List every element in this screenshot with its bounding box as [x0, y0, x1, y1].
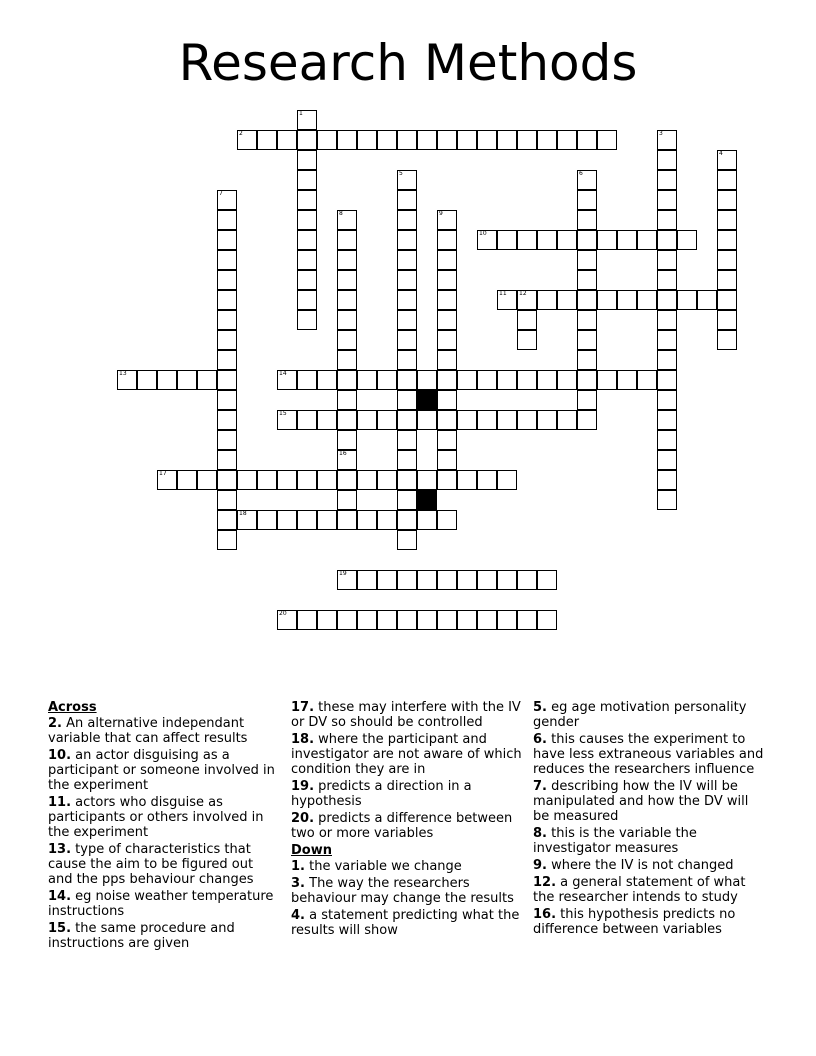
clue-across: 18. where the participant and investigator are not aware of which condition they are in [291, 732, 522, 777]
grid-cell[interactable] [717, 210, 737, 230]
grid-cell[interactable] [437, 410, 457, 430]
grid-cell[interactable] [457, 410, 477, 430]
clue-number: 5 [399, 170, 403, 177]
grid-cell[interactable] [357, 570, 377, 590]
grid-cell[interactable] [337, 250, 357, 270]
grid-cell[interactable] [377, 610, 397, 630]
grid-cell[interactable] [297, 370, 317, 390]
grid-cell[interactable] [137, 370, 157, 390]
clue-number: 10 [479, 230, 487, 237]
grid-cell[interactable] [297, 250, 317, 270]
grid-cell[interactable] [717, 250, 737, 270]
grid-cell[interactable] [657, 250, 677, 270]
grid-cell[interactable] [477, 370, 497, 390]
grid-cell[interactable] [297, 470, 317, 490]
grid-cell[interactable] [637, 370, 657, 390]
grid-cell[interactable] [497, 370, 517, 390]
grid-cell[interactable] [677, 230, 697, 250]
grid-cell[interactable] [657, 170, 677, 190]
grid-cell[interactable] [397, 250, 417, 270]
clue-number: 6 [579, 170, 583, 177]
grid-cell[interactable] [257, 130, 277, 150]
grid-cell[interactable] [577, 290, 597, 310]
grid-cell[interactable] [297, 310, 317, 330]
grid-cell[interactable] [477, 410, 497, 430]
grid-cell[interactable] [337, 230, 357, 250]
clue-down: 8. this is the variable the investigator measures [533, 826, 697, 856]
grid-cell[interactable] [397, 530, 417, 550]
clue-down: 5. eg age motivation personality gender [533, 700, 747, 730]
grid-cell[interactable] [477, 610, 497, 630]
grid-cell[interactable] [217, 450, 237, 470]
grid-cell[interactable] [417, 370, 437, 390]
grid-cell[interactable] [237, 470, 257, 490]
grid-cell[interactable] [257, 510, 277, 530]
clues-column-1 [48, 700, 280, 953]
grid-cell[interactable] [677, 290, 697, 310]
grid-cell[interactable] [517, 130, 537, 150]
grid-cell[interactable] [357, 370, 377, 390]
grid-cell[interactable] [437, 330, 457, 350]
grid-cell[interactable] [317, 470, 337, 490]
grid-cell[interactable] [497, 130, 517, 150]
grid-cell[interactable] [397, 470, 417, 490]
grid-cell[interactable] [597, 370, 617, 390]
grid-cell[interactable] [577, 190, 597, 210]
grid-cell[interactable] [657, 230, 677, 250]
grid-cell[interactable] [397, 170, 417, 190]
grid-cell[interactable] [297, 510, 317, 530]
grid-cell[interactable] [477, 230, 497, 250]
grid-cell[interactable] [637, 230, 657, 250]
grid-cell[interactable] [657, 450, 677, 470]
down-heading: Down [291, 843, 332, 858]
grid-cell[interactable] [297, 130, 317, 150]
grid-cell[interactable] [537, 230, 557, 250]
grid-cell[interactable] [657, 290, 677, 310]
grid-cell[interactable] [497, 230, 517, 250]
grid-cell[interactable] [537, 290, 557, 310]
grid-cell[interactable] [717, 230, 737, 250]
clue-across: 13. type of characteristics that cause the aim to be figured out and the pps behaviour changes [48, 842, 254, 887]
grid-cell[interactable] [557, 230, 577, 250]
grid-cell[interactable] [437, 370, 457, 390]
grid-cell[interactable] [717, 290, 737, 310]
grid-cell[interactable] [497, 470, 517, 490]
grid-cell[interactable] [437, 390, 457, 410]
clue-number: 16 [339, 450, 347, 457]
grid-cell[interactable] [337, 570, 357, 590]
grid-cell[interactable] [397, 410, 417, 430]
clue-number: 20 [279, 610, 287, 617]
grid-cell[interactable] [417, 510, 437, 530]
grid-cell[interactable] [537, 610, 557, 630]
grid-cell[interactable] [717, 170, 737, 190]
grid-cell[interactable] [437, 610, 457, 630]
grid-cell[interactable] [557, 290, 577, 310]
grid-cell[interactable] [557, 130, 577, 150]
grid-cell[interactable] [317, 130, 337, 150]
grid-cell[interactable] [517, 610, 537, 630]
grid-cell[interactable] [237, 130, 257, 150]
grid-cell[interactable] [437, 230, 457, 250]
clue-across: 20. predicts a difference between two or more variables [291, 811, 513, 841]
grid-cell[interactable] [217, 250, 237, 270]
grid-cell[interactable] [317, 370, 337, 390]
grid-cell[interactable] [397, 450, 417, 470]
grid-cell[interactable] [357, 130, 377, 150]
grid-cell[interactable] [397, 210, 417, 230]
grid-cell[interactable] [537, 370, 557, 390]
grid-cell[interactable] [657, 190, 677, 210]
grid-cell[interactable] [337, 350, 357, 370]
clue-down: 1. the variable we change [291, 859, 462, 874]
grid-cell[interactable] [277, 410, 297, 430]
grid-cell[interactable] [537, 410, 557, 430]
clue-across: 15. the same procedure and instructions are given [48, 921, 235, 951]
grid-cell[interactable] [577, 170, 597, 190]
page-title: Research Methods [178, 34, 638, 92]
grid-cell[interactable] [337, 390, 357, 410]
grid-cell[interactable] [397, 430, 417, 450]
grid-cell[interactable] [297, 170, 317, 190]
grid-cell[interactable] [457, 570, 477, 590]
grid-cell[interactable] [297, 150, 317, 170]
grid-cell[interactable] [257, 470, 277, 490]
grid-cell[interactable] [397, 310, 417, 330]
grid-cell[interactable] [217, 310, 237, 330]
grid-cell[interactable] [417, 570, 437, 590]
grid-cell[interactable] [497, 610, 517, 630]
grid-cell[interactable] [657, 350, 677, 370]
grid-cell[interactable] [497, 570, 517, 590]
clue-across: 10. an actor disguising as a participant or someone involved in the experiment [48, 748, 275, 793]
grid-cell[interactable] [217, 430, 237, 450]
grid-cell[interactable] [657, 470, 677, 490]
clue-across: 17. these may interfere with the IV or DV so should be controlled [291, 700, 521, 730]
grid-cell[interactable] [337, 490, 357, 510]
clue-number: 8 [339, 210, 343, 217]
clue-down: 7. describing how the IV will be manipulated and how the DV will be measured [533, 779, 749, 824]
grid-cell[interactable] [577, 310, 597, 330]
grid-cell[interactable] [397, 130, 417, 150]
grid-cell[interactable] [397, 510, 417, 530]
grid-cell[interactable] [417, 130, 437, 150]
grid-cell[interactable] [377, 470, 397, 490]
grid-cell[interactable] [517, 570, 537, 590]
grid-cell[interactable] [397, 570, 417, 590]
grid-cell[interactable] [177, 370, 197, 390]
grid-cell[interactable] [657, 430, 677, 450]
grid-cell[interactable] [437, 470, 457, 490]
grid-cell[interactable] [437, 510, 457, 530]
grid-cell[interactable] [597, 130, 617, 150]
grid-cell[interactable] [617, 290, 637, 310]
grid-cell[interactable] [437, 450, 457, 470]
grid-cell[interactable] [357, 510, 377, 530]
grid-cell[interactable] [457, 130, 477, 150]
grid-cell[interactable] [217, 390, 237, 410]
grid-cell[interactable] [577, 330, 597, 350]
grid-cell[interactable] [337, 270, 357, 290]
grid-cell[interactable] [297, 230, 317, 250]
grid-cell[interactable] [477, 470, 497, 490]
grid-cell[interactable] [337, 470, 357, 490]
grid-cell[interactable] [337, 330, 357, 350]
grid-cell[interactable] [437, 270, 457, 290]
clues-column-3 [533, 700, 765, 939]
grid-cell[interactable] [637, 290, 657, 310]
grid-cell[interactable] [497, 410, 517, 430]
grid-cell[interactable] [177, 470, 197, 490]
grid-cell[interactable] [717, 330, 737, 350]
grid-cell[interactable] [437, 130, 457, 150]
grid-cell[interactable] [397, 290, 417, 310]
clue-down: 6. this causes the experiment to have less extraneous variables and reduces the researchers influence [533, 732, 764, 777]
grid-cell[interactable] [377, 370, 397, 390]
grid-cell[interactable] [657, 330, 677, 350]
grid-cell[interactable] [577, 350, 597, 370]
grid-cell[interactable] [557, 370, 577, 390]
grid-cell[interactable] [577, 210, 597, 230]
clue-number: 14 [279, 370, 287, 377]
grid-cell[interactable] [217, 470, 237, 490]
grid-cell[interactable] [657, 130, 677, 150]
grid-cell[interactable] [437, 430, 457, 450]
grid-cell[interactable] [437, 250, 457, 270]
clue-number: 17 [159, 470, 167, 477]
grid-cell[interactable] [217, 530, 237, 550]
grid-cell[interactable] [297, 210, 317, 230]
grid-cell[interactable] [357, 470, 377, 490]
clue-number: 1 [299, 110, 303, 117]
grid-cell[interactable] [537, 130, 557, 150]
clue-across: 14. eg noise weather temperature instructions [48, 889, 274, 919]
grid-cell[interactable] [697, 290, 717, 310]
clue-down: 9. where the IV is not changed [533, 858, 734, 873]
grid-cell[interactable] [337, 370, 357, 390]
grid-cell[interactable] [277, 610, 297, 630]
grid-cell[interactable] [277, 470, 297, 490]
grid-cell[interactable] [377, 570, 397, 590]
block-cell [417, 490, 437, 510]
grid-cell[interactable] [217, 330, 237, 350]
grid-cell[interactable] [477, 130, 497, 150]
grid-cell[interactable] [297, 110, 317, 130]
grid-cell[interactable] [197, 370, 217, 390]
clue-number: 11 [499, 290, 507, 297]
grid-cell[interactable] [517, 410, 537, 430]
grid-cell[interactable] [517, 330, 537, 350]
grid-cell[interactable] [497, 290, 517, 310]
clue-number: 15 [279, 410, 287, 417]
grid-cell[interactable] [217, 510, 237, 530]
grid-cell[interactable] [577, 370, 597, 390]
grid-cell[interactable] [337, 450, 357, 470]
grid-cell[interactable] [337, 310, 357, 330]
clues-column-2 [291, 700, 523, 940]
grid-cell[interactable] [217, 290, 237, 310]
grid-cell[interactable] [337, 130, 357, 150]
grid-cell[interactable] [297, 190, 317, 210]
clue-number: 3 [659, 130, 663, 137]
clue-down: 3. The way the researchers behaviour may change the results [291, 876, 514, 906]
grid-cell[interactable] [377, 410, 397, 430]
grid-cell[interactable] [157, 470, 177, 490]
grid-cell[interactable] [617, 230, 637, 250]
grid-cell[interactable] [217, 370, 237, 390]
grid-cell[interactable] [297, 610, 317, 630]
grid-cell[interactable] [657, 150, 677, 170]
grid-cell[interactable] [337, 290, 357, 310]
grid-cell[interactable] [597, 290, 617, 310]
grid-cell[interactable] [657, 390, 677, 410]
clue-across: 19. predicts a direction in a hypothesis [291, 779, 472, 809]
grid-cell[interactable] [457, 470, 477, 490]
clue-number: 18 [239, 510, 247, 517]
grid-cell[interactable] [217, 190, 237, 210]
grid-cell[interactable] [157, 370, 177, 390]
clue-number: 9 [439, 210, 443, 217]
grid-cell[interactable] [337, 610, 357, 630]
grid-cell[interactable] [217, 410, 237, 430]
grid-cell[interactable] [657, 490, 677, 510]
grid-cell[interactable] [297, 290, 317, 310]
grid-cell[interactable] [437, 350, 457, 370]
grid-cell[interactable] [397, 230, 417, 250]
grid-cell[interactable] [217, 230, 237, 250]
clue-number: 4 [719, 150, 723, 157]
grid-cell[interactable] [557, 410, 577, 430]
grid-cell[interactable] [397, 490, 417, 510]
grid-cell[interactable] [317, 610, 337, 630]
grid-cell[interactable] [537, 570, 557, 590]
grid-cell[interactable] [657, 270, 677, 290]
grid-cell[interactable] [437, 310, 457, 330]
grid-cell[interactable] [517, 230, 537, 250]
grid-cell[interactable] [517, 310, 537, 330]
grid-cell[interactable] [377, 130, 397, 150]
grid-cell[interactable] [517, 290, 537, 310]
grid-cell[interactable] [417, 610, 437, 630]
grid-cell[interactable] [317, 510, 337, 530]
grid-cell[interactable] [717, 270, 737, 290]
grid-cell[interactable] [357, 610, 377, 630]
grid-cell[interactable] [397, 330, 417, 350]
grid-cell[interactable] [437, 290, 457, 310]
grid-cell[interactable] [417, 470, 437, 490]
clue-number: 2 [239, 130, 243, 137]
grid-cell[interactable] [397, 350, 417, 370]
grid-cell[interactable] [397, 190, 417, 210]
grid-cell[interactable] [117, 370, 137, 390]
grid-cell[interactable] [657, 370, 677, 390]
grid-cell[interactable] [577, 250, 597, 270]
grid-cell[interactable] [457, 370, 477, 390]
grid-cell[interactable] [517, 370, 537, 390]
grid-cell[interactable] [477, 570, 497, 590]
grid-cell[interactable] [297, 410, 317, 430]
grid-cell[interactable] [717, 310, 737, 330]
grid-cell[interactable] [337, 410, 357, 430]
grid-cell[interactable] [277, 130, 297, 150]
grid-cell[interactable] [217, 270, 237, 290]
grid-cell[interactable] [277, 370, 297, 390]
grid-cell[interactable] [577, 410, 597, 430]
clue-number: 12 [519, 290, 527, 297]
grid-cell[interactable] [397, 370, 417, 390]
grid-cell[interactable] [197, 470, 217, 490]
grid-cell[interactable] [217, 350, 237, 370]
clue-number: 13 [119, 370, 127, 377]
clue-across: 2. An alternative independant variable that can affect results [48, 716, 248, 746]
grid-cell[interactable] [337, 210, 357, 230]
grid-cell[interactable] [237, 510, 257, 530]
grid-cell[interactable] [217, 210, 237, 230]
clue-number: 7 [219, 190, 223, 197]
clue-number: 19 [339, 570, 347, 577]
block-cell [417, 390, 437, 410]
clue-down: 4. a statement predicting what the results will show [291, 908, 520, 938]
grid-cell[interactable] [337, 510, 357, 530]
grid-cell[interactable] [597, 230, 617, 250]
grid-cell[interactable] [317, 410, 337, 430]
grid-cell[interactable] [297, 270, 317, 290]
grid-cell[interactable] [277, 510, 297, 530]
grid-cell[interactable] [577, 270, 597, 290]
grid-cell[interactable] [457, 610, 477, 630]
clue-down: 12. a general statement of what the researcher intends to study [533, 875, 746, 905]
grid-cell[interactable] [577, 390, 597, 410]
grid-cell[interactable] [617, 370, 637, 390]
grid-cell[interactable] [337, 430, 357, 450]
across-heading: Across [48, 700, 97, 715]
grid-cell[interactable] [217, 490, 237, 510]
grid-cell[interactable] [657, 210, 677, 230]
grid-cell[interactable] [397, 270, 417, 290]
grid-cell[interactable] [437, 210, 457, 230]
grid-cell[interactable] [657, 310, 677, 330]
grid-cell[interactable] [717, 150, 737, 170]
grid-cell[interactable] [397, 390, 417, 410]
grid-cell[interactable] [357, 410, 377, 430]
grid-cell[interactable] [577, 130, 597, 150]
grid-cell[interactable] [377, 510, 397, 530]
clue-down: 16. this hypothesis predicts no difference between variables [533, 907, 736, 937]
clue-across: 11. actors who disguise as participants or others involved in the experiment [48, 795, 264, 840]
grid-cell[interactable] [717, 190, 737, 210]
grid-cell[interactable] [397, 610, 417, 630]
grid-cell[interactable] [577, 230, 597, 250]
grid-cell[interactable] [417, 410, 437, 430]
grid-cell[interactable] [437, 570, 457, 590]
grid-cell[interactable] [657, 410, 677, 430]
